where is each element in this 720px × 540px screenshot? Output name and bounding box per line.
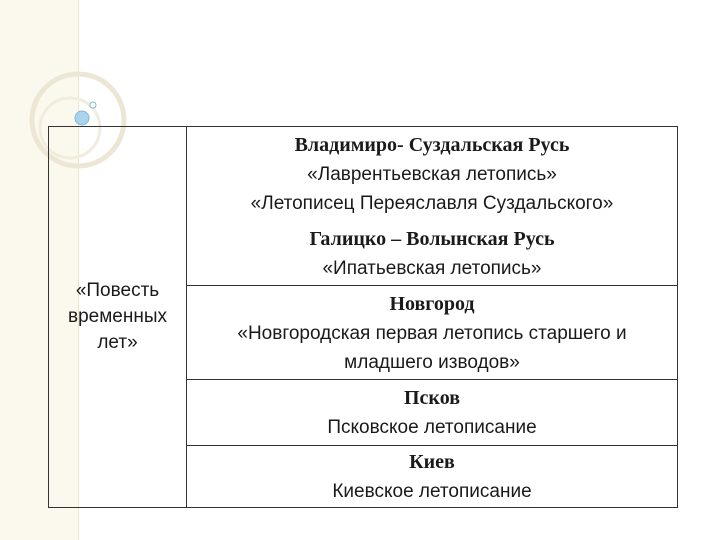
region-title: Киев <box>409 451 455 473</box>
left-line-2: временных <box>68 306 167 327</box>
chronicles-table <box>48 126 678 508</box>
left-merged-cell <box>49 127 187 507</box>
chronicle-line: младшего изводов» <box>344 352 520 373</box>
left-line-1: «Повесть <box>75 280 160 301</box>
chronicle-line: «Лаврентьевская летопись» <box>307 164 557 185</box>
region-title: Псков <box>404 387 460 409</box>
left-line-3: лет» <box>97 332 138 353</box>
row-vladimir-suzdal <box>187 129 677 225</box>
row-galicia-volhynia <box>187 225 677 286</box>
deco-dot-small <box>90 102 96 108</box>
region-title: Галицко – Волынская Русь <box>309 228 555 250</box>
chronicle-line: «Ипатьевская летопись» <box>322 258 542 279</box>
row-pskov <box>187 380 677 446</box>
chronicle-line: Киевское летописание <box>332 481 532 502</box>
chronicle-line: Псковское летописание <box>327 417 537 438</box>
row-novgorod <box>187 286 677 380</box>
chronicle-line: «Новгородская первая летопись старшего и <box>237 323 627 344</box>
tale-of-bygone-years <box>53 278 183 356</box>
row-kiev <box>187 446 677 507</box>
region-title: Владимиро- Суздальская Русь <box>294 134 570 156</box>
region-title: Новгород <box>389 293 475 315</box>
chronicle-line: «Летописец Переяславля Суздальского» <box>250 193 614 214</box>
